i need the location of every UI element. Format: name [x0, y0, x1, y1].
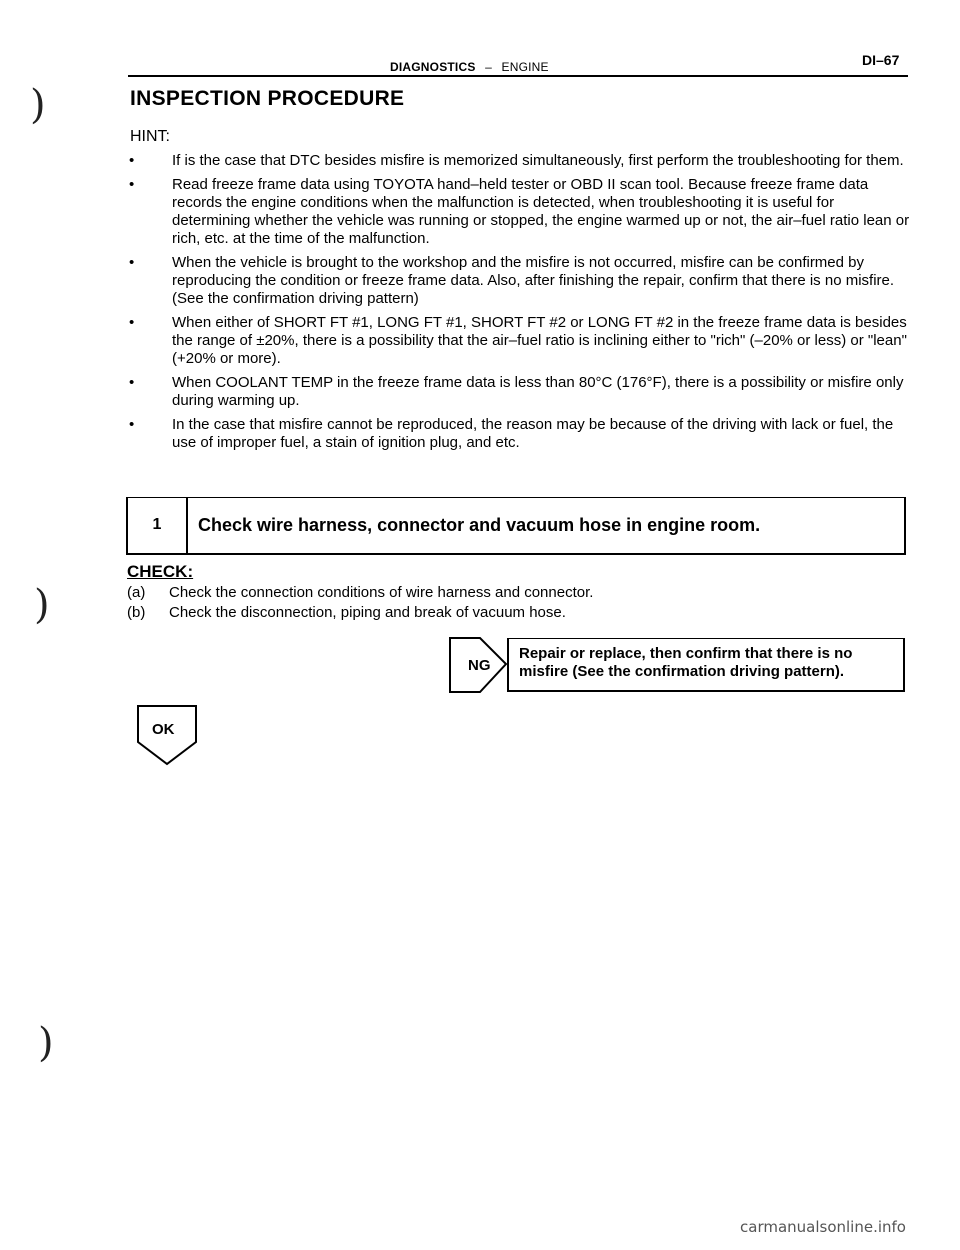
step-number: 1	[128, 498, 188, 553]
ng-label: NG	[468, 657, 491, 674]
check-item: (b) Check the disconnection, piping and break of vacuum hose.	[127, 604, 566, 621]
hint-item: • When COOLANT TEMP in the freeze frame data is less than 80°C (176°F), there is a possibility or misfire only during warming up.	[129, 374, 904, 409]
check-label: CHECK:	[127, 562, 194, 581]
ng-action-line: misfire (See the confirmation driving pattern).	[519, 663, 845, 680]
binding-hole-mark: )	[30, 82, 46, 128]
hint-item: • In the case that misfire cannot be reproduced, the reason may be because of the driving with lack or fuel, the use of improper fuel, a stain of ignition plug, and etc.	[129, 416, 894, 451]
hint-item: • Read freeze frame data using TOYOTA hand–held tester or OBD II scan tool. Because freeze frame data records the engine conditions when the malfunction is detected, when troubleshooting it is useful for determining whether the vehicle was running or stopped, the engine warmed up or not, the air–fuel ratio lean or rich, etc. at the time of the malfunction.	[129, 176, 910, 247]
header-section-label: DIAGNOSTICS	[390, 60, 476, 74]
hint-list	[128, 152, 910, 458]
ng-action-line: Repair or replace, then confirm that there is no	[519, 645, 853, 662]
ok-label: OK	[152, 721, 175, 738]
header-rule	[128, 75, 908, 77]
step-title: Check wire harness, connector and vacuum hose in engine room.	[198, 515, 761, 535]
page-number: DI–67	[862, 52, 900, 68]
header-section	[390, 60, 549, 74]
hint-label: HINT:	[130, 128, 170, 145]
hint-item: • When the vehicle is brought to the workshop and the misfire is not occurred, misfire can be confirmed by reproducing the condition or freeze frame data. Also, after finishing the repair, confirm that there is no misfire. (See the confirmation driving pattern)	[129, 254, 895, 307]
check-item: (a) Check the connection conditions of wire harness and connector.	[127, 584, 594, 601]
hint-item: • When either of SHORT FT #1, LONG FT #1, SHORT FT #2 or LONG FT #2 in the freeze frame data is besides the range of ±20%, there is a possibility that the air–fuel ratio is inclining either to "rich" (–20% or less) or "lean" (+20% or more).	[129, 314, 907, 367]
page-title: INSPECTION PROCEDURE	[130, 87, 405, 110]
step-box	[126, 497, 906, 555]
ng-arrow-tag	[448, 636, 510, 696]
header-subsection-label: ENGINE	[501, 60, 549, 74]
binding-hole-mark: )	[34, 582, 50, 628]
hint-item: • If is the case that DTC besides misfire is memorized simultaneously, first perform the troubleshooting for them.	[129, 152, 904, 169]
ok-arrow-tag	[136, 704, 200, 766]
ng-action-box	[507, 638, 905, 692]
binding-hole-mark: )	[38, 1020, 54, 1066]
watermark-text: carmanualsonline.info	[740, 1218, 906, 1236]
header-separator: –	[485, 60, 492, 74]
check-list	[127, 583, 593, 623]
